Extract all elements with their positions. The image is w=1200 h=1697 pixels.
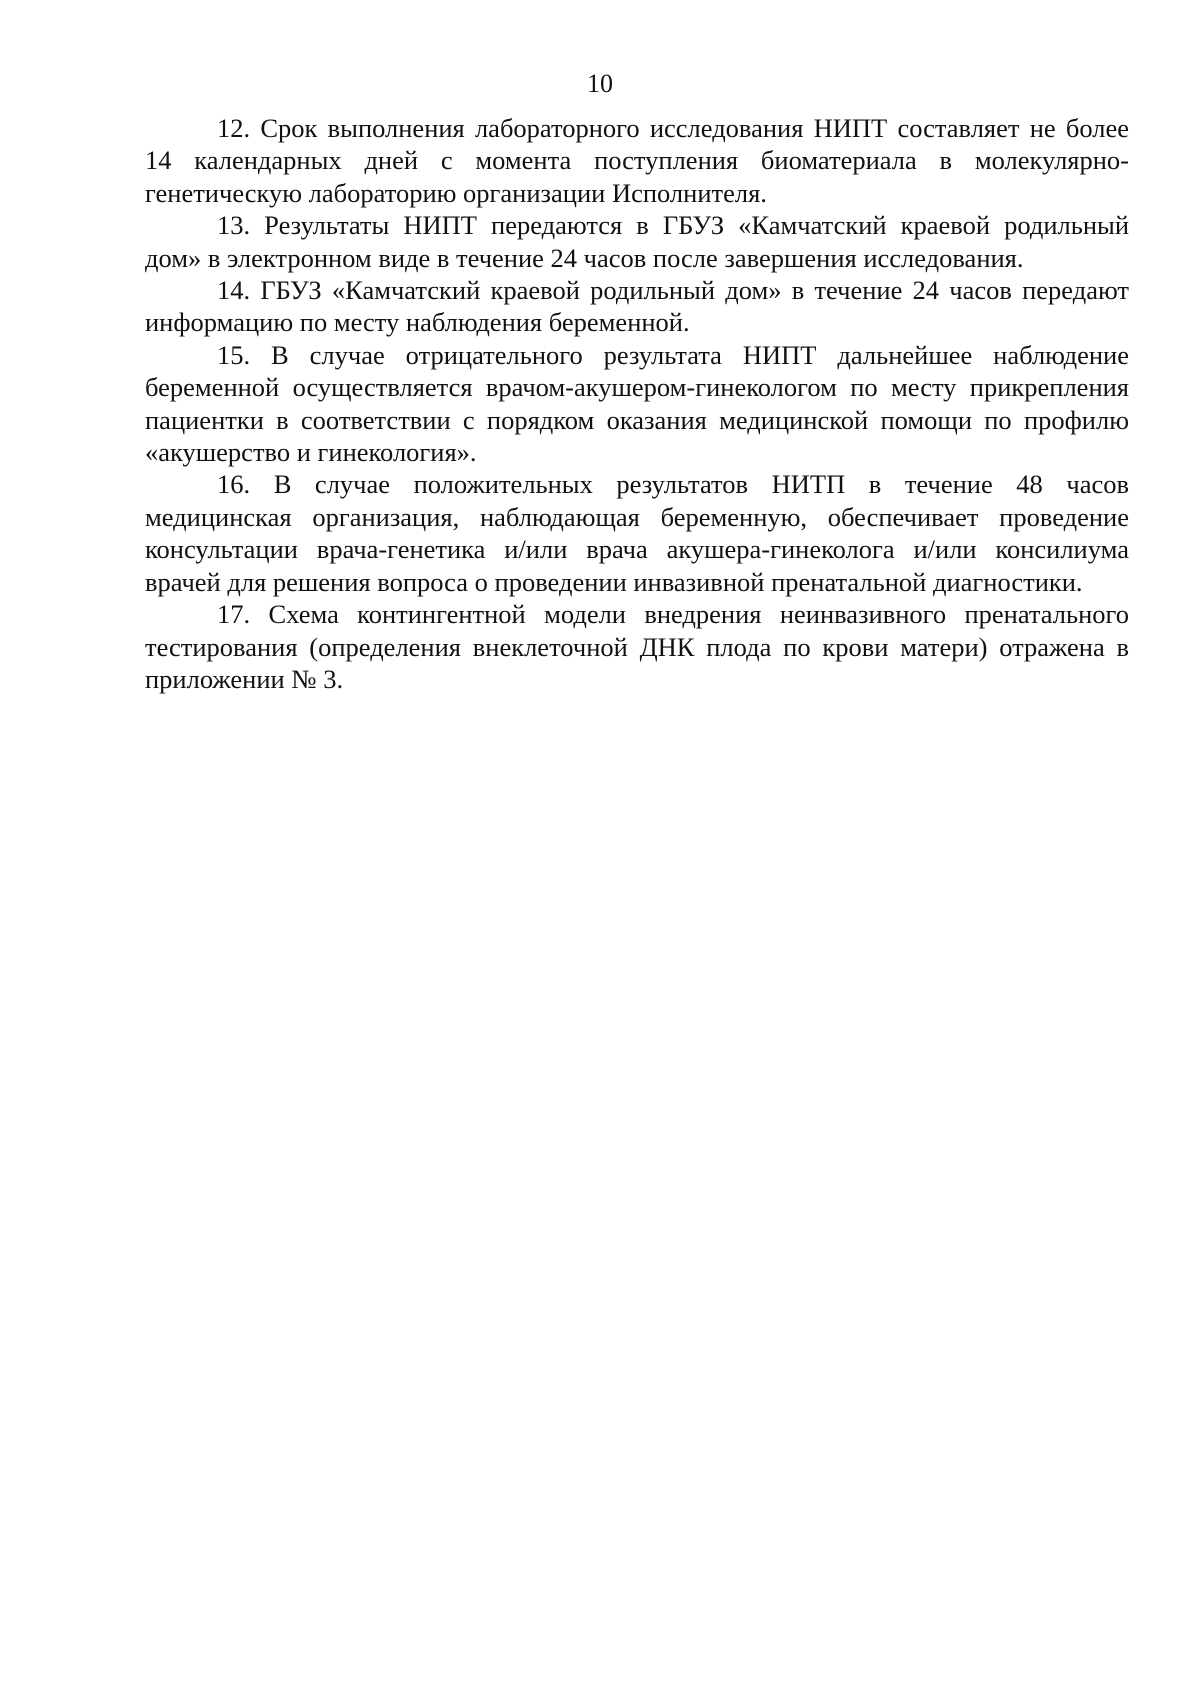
- page-number: 10: [587, 69, 613, 98]
- paragraph-16: 16. В случае положительных результатов НИТП в течение 48 часов медицинская организация, наблюдающая беременную, обеспечивает проведение консультации врача-генетика и/или врача акушера-гинеколога и/или консилиума врачей для решения вопроса о проведении инвазивной пренатальной диагностики.: [145, 469, 1129, 597]
- paragraph-17: 17. Схема контингентной модели внедрения неинвазивного пренатального тестирования (определения внеклеточной ДНК плода по крови матери) отражена в приложении № 3.: [145, 599, 1129, 694]
- paragraph-13: 13. Результаты НИПТ передаются в ГБУЗ «Камчатский краевой родильный дом» в электронном виде в течение 24 часов после завершения исследования.: [145, 210, 1129, 273]
- document-body: [145, 112, 1129, 695]
- paragraph-12: 12. Срок выполнения лабораторного исследования НИПТ составляет не более 14 календарных дней с момента поступления биоматериала в молекулярно-генетическую лабораторию организации Исполнителя.: [145, 113, 1129, 208]
- paragraph-15: 15. В случае отрицательного результата НИПТ дальнейшее наблюдение беременной осуществляется врачом-акушером-гинекологом по месту прикрепления пациентки в соответствии с порядком оказания медицинской помощи по профилю «акушерство и гинекология».: [145, 339, 1129, 468]
- paragraph-14: 14. ГБУЗ «Камчатский краевой родильный дом» в течение 24 часов передают информацию по месту наблюдения беременной.: [145, 275, 1129, 338]
